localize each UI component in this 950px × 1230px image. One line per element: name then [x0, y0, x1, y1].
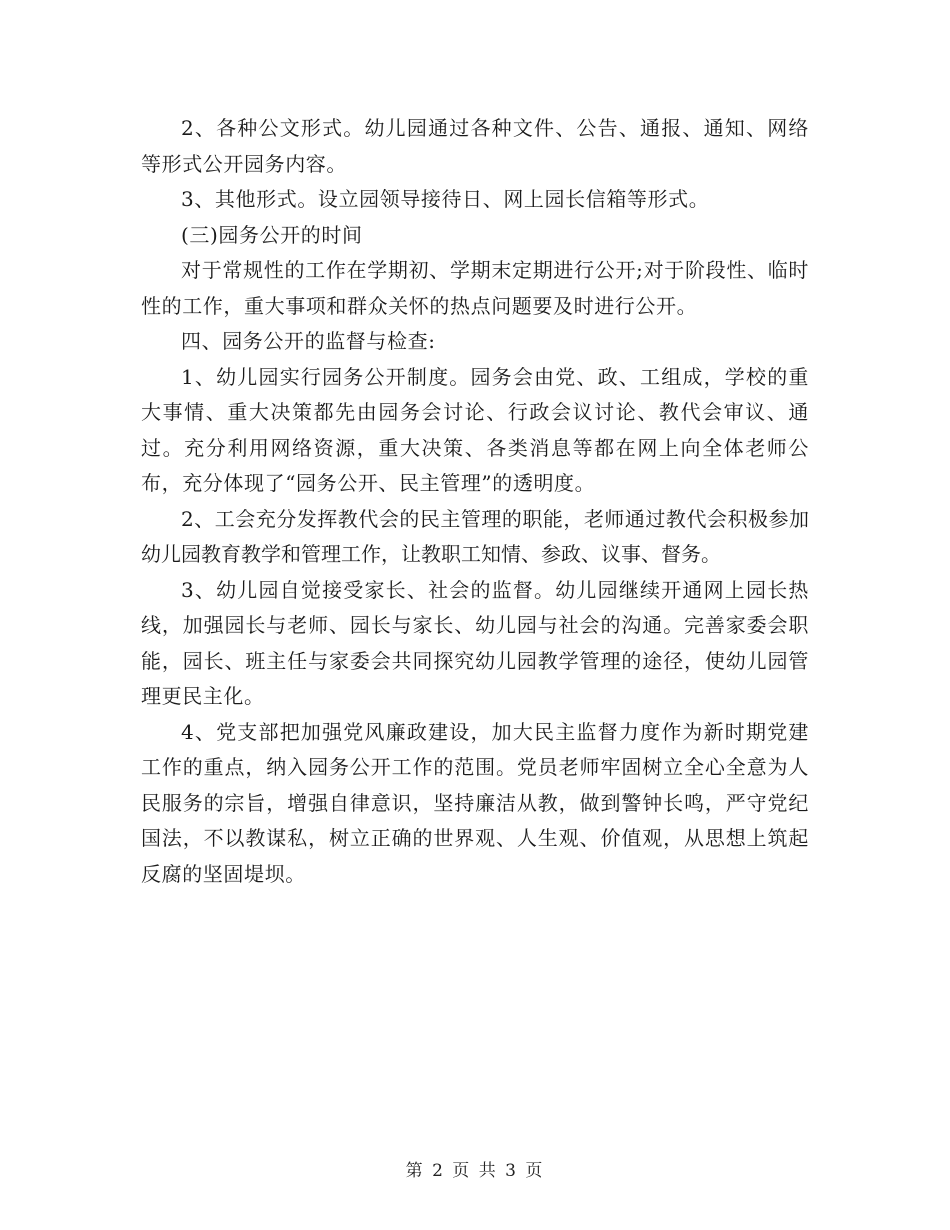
paragraph-supervision-3: 3、幼儿园自觉接受家长、社会的监督。幼儿园继续开通网上园长热线，加强园长与老师、园长与家长、幼儿园与社会的沟通。完善家委会职能，园长、班主任与家委会共同探究幼儿园教学管理的途径，使幼儿园管理更民主化。	[141, 577, 809, 708]
paragraph-time: 对于常规性的工作在学期初、学期末定期进行公开;对于阶段性、临时性的工作，重大事项和群众关怀的热点问题要及时进行公开。	[141, 258, 809, 318]
section-heading-time: (三)园务公开的时间	[181, 222, 363, 247]
paragraph-supervision-4: 4、党支部把加强党风廉政建设，加大民主监督力度作为新时期党建工作的重点，纳入园务公开工作的范围。党员老师牢固树立全心全意为人民服务的宗旨，增强自律意识，坚持廉洁从教，做到警钟长鸣，严守党纪国法，不以教谋私，树立正确的世界观、人生观、价值观，从思想上筑起反腐的坚固堤坝。	[141, 719, 809, 886]
section-heading-supervision: 四、园务公开的监督与检查:	[181, 329, 436, 353]
paragraph-supervision-1: 1、幼儿园实行园务公开制度。园务会由党、政、工组成，学校的重大事情、重大决策都先由园务会讨论、行政会议讨论、教代会审议、通过。充分利用网络资源，重大决策、各类消息等都在网上向全体老师公布，充分体现了“园务公开、民主管理”的透明度。	[141, 364, 809, 495]
document-body	[141, 111, 809, 892]
paragraph-other-forms: 3、其他形式。设立园领导接待日、网上园长信箱等形式。	[181, 187, 710, 211]
paragraph-official-forms: 2、各种公文形式。幼儿园通过各种文件、公告、通报、通知、网络等形式公开园务内容。	[141, 116, 809, 176]
page-footer: 第 2 页 共 3 页	[405, 1161, 545, 1181]
paragraph-supervision-2: 2、工会充分发挥教代会的民主管理的职能，老师通过教代会积极参加幼儿园教育教学和管理工作，让教职工知情、参政、议事、督务。	[141, 506, 809, 566]
